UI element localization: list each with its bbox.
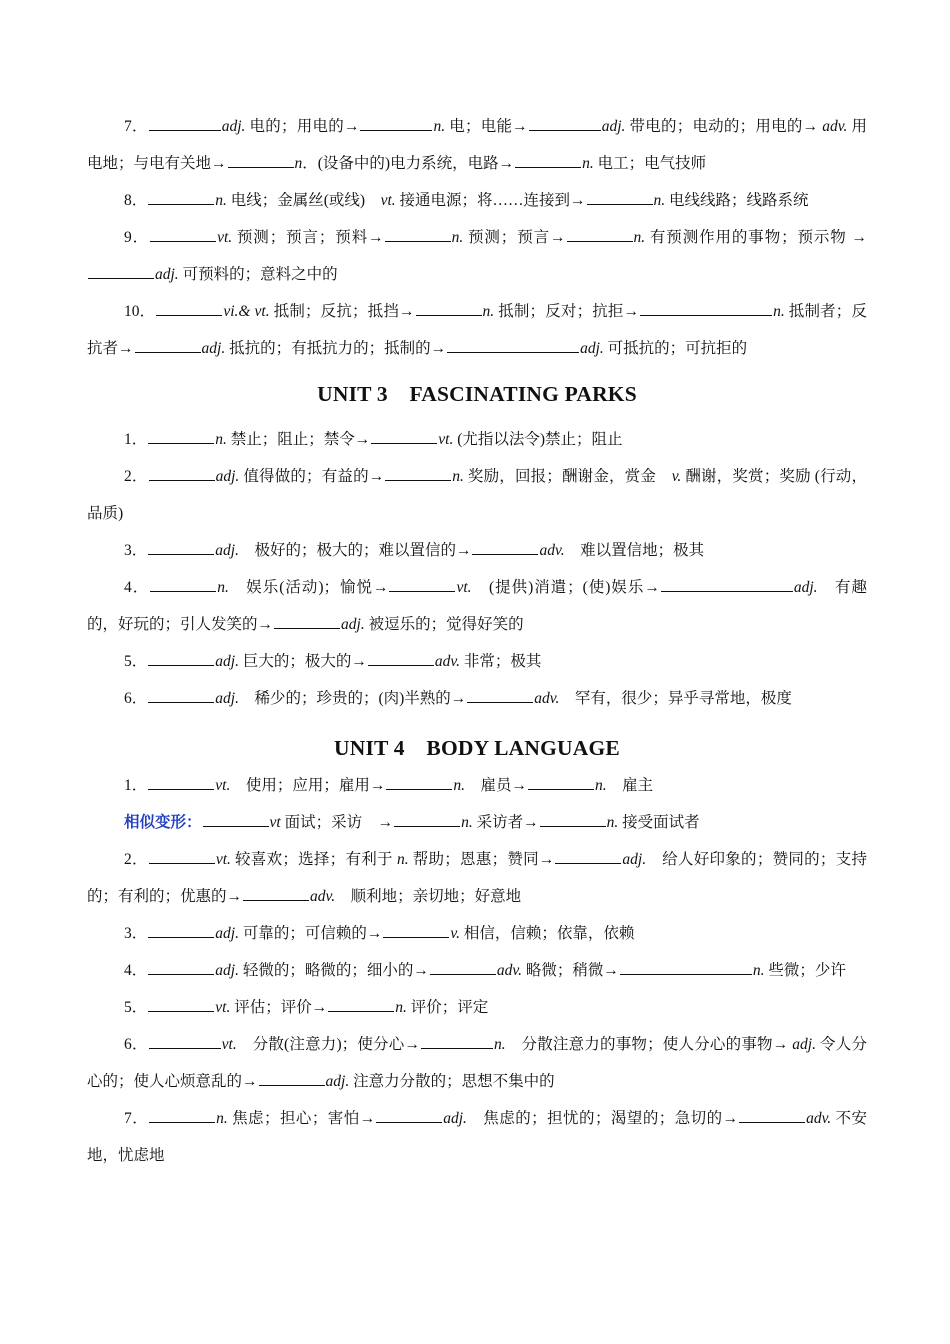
item-text: (尤指以法令)禁止；阻止 [453,431,623,448]
item-text: 可抵抗的；可抗拒的 [603,340,748,357]
part-of-speech: adj. [215,690,239,707]
answer-blank[interactable] [540,812,606,827]
answer-blank[interactable] [149,116,221,131]
part-of-speech: adj. [215,653,239,670]
answer-blank[interactable] [203,812,269,827]
answer-blank[interactable] [148,540,214,555]
part-of-speech: adj. [601,118,626,135]
part-of-speech: adj. [792,1036,816,1053]
worksheet-content [87,108,867,1174]
answer-blank[interactable] [416,301,482,316]
item-text: 1． [124,777,148,794]
item-text: 酬谢，奖赏；奖励 (行动，品质) [87,468,867,522]
item-text: 预测；预言→ [463,229,566,246]
part-of-speech: vt. [221,1036,237,1053]
part-of-speech: n. [433,118,446,135]
unit4-vocab-item-1 [87,767,867,804]
part-of-speech: n. [633,229,646,246]
answer-blank[interactable] [148,688,214,703]
answer-blank[interactable] [385,227,451,242]
answer-blank[interactable] [149,1034,221,1049]
answer-blank[interactable] [467,688,533,703]
part-of-speech: vt [269,814,281,831]
answer-blank[interactable] [360,116,432,131]
item-text: 可预料的；意料之中的 [178,266,338,283]
item-text: 使用；应用；雇用→ [230,777,386,794]
part-of-speech: n. [396,851,409,868]
part-of-speech: vt. [215,999,231,1016]
item-text: 帮助；恩惠；赞同→ [408,851,555,868]
item-text: 禁止；阻止；禁令→ [226,431,371,448]
item-text: 4． [124,579,150,596]
unit3-title: UNIT 3 FASCINATING PARKS [317,382,637,406]
item-text: 顺利地；亲切地；好意地 [335,888,522,905]
item-text: 难以置信地；极其 [564,542,705,559]
part-of-speech: n. [594,777,607,794]
item-text: 4． [124,962,148,979]
item-text: 焦虑的；担忧的；渴望的；急切的→ [466,1110,739,1127]
item-text: 略微；稍微→ [521,962,619,979]
vocab-item-u2-9 [87,219,867,293]
answer-blank[interactable] [368,651,434,666]
item-text: 电的；用电的→ [245,118,360,135]
item-text: 电工；电气技师 [593,155,707,172]
item-text: 9． [124,229,150,246]
answer-blank[interactable] [148,429,214,444]
item-text: 可靠的；可信赖的→ [238,925,383,942]
item-text: 接受面试者 [618,814,700,831]
part-of-speech: vi.& vt. [223,303,270,320]
part-of-speech: adj. [793,579,818,596]
item-text: 3． [124,925,148,942]
part-of-speech: vt. [438,431,454,448]
item-text: 抵制；反抗；抵挡→ [269,303,415,320]
item-text: 分散注意力的事物；使人分心的事物→ [505,1036,793,1053]
answer-blank[interactable] [148,997,214,1012]
answer-blank[interactable] [149,849,215,864]
part-of-speech: vt. [456,579,472,596]
item-text: 面试；采访 → [280,814,394,831]
answer-blank[interactable] [528,775,594,790]
answer-blank[interactable] [148,190,214,205]
item-text: 轻微的；略微的；细小的→ [238,962,429,979]
item-text: 雇主 [606,777,654,794]
unit3-vocab-item-1 [87,421,867,458]
answer-blank[interactable] [259,1071,325,1086]
answer-blank[interactable] [529,116,601,131]
answer-blank[interactable] [385,466,451,481]
answer-blank[interactable] [156,301,222,316]
answer-blank[interactable] [228,153,294,168]
item-text: 2． [124,468,148,485]
answer-blank[interactable] [386,775,452,790]
item-text: 稀少的；珍贵的；(肉)半熟的→ [238,690,467,707]
part-of-speech: n. [217,579,229,596]
answer-blank[interactable] [148,960,214,975]
unit4-vocab-item-2 [87,804,867,841]
item-text: 电；电能→ [445,118,528,135]
item-text: 预测；预言；预料→ [232,229,384,246]
answer-blank[interactable] [383,923,449,938]
unit4-vocab-item-7 [87,1026,867,1100]
answer-blank[interactable] [371,429,437,444]
answer-blank[interactable] [739,1108,805,1123]
item-text: 2． [124,851,148,868]
part-of-speech: adv. [822,118,848,135]
item-text: 带电的；电动的；用电的→ [625,118,823,135]
vocab-item-u2-8 [87,182,867,219]
answer-blank[interactable] [555,849,621,864]
part-of-speech: adj. [215,542,239,559]
part-of-speech: adv. [310,888,336,905]
item-text: ．(设备中的)电力系统，电路→ [302,155,515,172]
answer-blank[interactable] [243,886,309,901]
item-text: 极好的；极大的；难以置信的→ [238,542,472,559]
item-text: 7． [124,1110,149,1127]
answer-blank[interactable] [472,540,538,555]
item-text: 有趣的，好玩的；引人发笑的→ [87,579,867,633]
part-of-speech: adv. [434,653,460,670]
item-text: 抵制；反对；抗拒→ [494,303,640,320]
part-of-speech: n. [452,468,464,485]
item-text: 相信，信赖；依靠，依赖 [459,925,635,942]
answer-blank[interactable] [421,1034,493,1049]
item-text: 评价；评定 [406,999,489,1016]
item-text: 娱乐(活动)；愉悦→ [228,579,389,596]
part-of-speech: vt. [217,229,233,246]
part-of-speech: n. [653,192,666,209]
unit4-vocab-item-5 [87,952,867,989]
part-of-speech: adj. [221,118,246,135]
answer-blank[interactable] [567,227,633,242]
part-of-speech: n. [752,962,765,979]
answer-blank[interactable] [88,264,154,279]
hint-label: 相似变形： [124,814,202,831]
part-of-speech: adj. [622,851,647,868]
unit4-vocab-item-6 [87,989,867,1026]
item-text: 些微；少许 [764,962,846,979]
item-text: 焦虑；担心；害怕→ [227,1110,376,1127]
item-text: 5． [124,999,148,1016]
item-text: 被逗乐的；觉得好笑的 [364,616,524,633]
answer-blank[interactable] [430,960,496,975]
unit4-section [87,767,867,1174]
part-of-speech: vt. [215,777,231,794]
answer-blank[interactable] [640,301,772,316]
item-text: 奖励，回报；酬谢金，赏金 [463,468,672,485]
unit3-vocab-item-5 [87,643,867,680]
part-of-speech: adj. [580,340,604,357]
part-of-speech: v. [671,468,682,485]
item-text: 巨大的；极大的→ [238,653,367,670]
part-of-speech: n. [216,1110,228,1127]
item-text: 罕有，很少；异乎寻常地，极度 [559,690,792,707]
item-text: 值得做的；有益的→ [239,468,385,485]
part-of-speech: adv. [806,1110,832,1127]
part-of-speech: n. [482,303,495,320]
part-of-speech: n. [453,777,465,794]
unit3-vocab-item-2 [87,458,867,532]
item-text: 6． [124,690,148,707]
answer-blank[interactable] [135,338,201,353]
answer-blank[interactable] [149,466,215,481]
item-text: 评估；评价→ [230,999,328,1016]
part-of-speech: adj. [201,340,226,357]
answer-blank[interactable] [389,577,455,592]
item-text: 5． [124,653,148,670]
part-of-speech: n. [773,303,785,320]
answer-blank[interactable] [587,190,653,205]
part-of-speech: n [294,155,303,172]
item-text: 分散(注意力)；使分心→ [236,1036,420,1053]
item-text: 3． [124,542,148,559]
answer-blank[interactable] [515,153,581,168]
item-text: 7． [124,118,148,135]
part-of-speech: n. [461,814,473,831]
part-of-speech: n. [395,999,407,1016]
part-of-speech: adv. [534,690,560,707]
part-of-speech: n. [215,192,227,209]
answer-blank[interactable] [150,577,216,592]
part-of-speech: adj. [215,925,239,942]
part-of-speech: adv. [539,542,565,559]
unit2-tail-section [87,108,867,367]
answer-blank[interactable] [376,1108,442,1123]
item-text: 接通电源；将……连接到→ [395,192,586,209]
answer-blank[interactable] [150,227,216,242]
part-of-speech: adj. [215,962,239,979]
item-text: 采访者→ [472,814,539,831]
answer-blank[interactable] [661,577,793,592]
part-of-speech: v. [450,925,460,942]
item-text: 有预测作用的事物；预示物 → [645,229,867,246]
answer-blank[interactable] [148,651,214,666]
answer-blank[interactable] [149,1108,215,1123]
part-of-speech: adj. [443,1110,467,1127]
item-text: 雇员→ [464,777,527,794]
part-of-speech: adj. [155,266,179,283]
unit4-title: UNIT 4 BODY LANGUAGE [334,736,620,760]
part-of-speech: adj. [325,1073,350,1090]
unit3-section [87,421,867,717]
unit4-vocab-item-3 [87,841,867,915]
vocab-item-u2-7 [87,108,867,182]
item-text: 6． [124,1036,148,1053]
answer-blank[interactable] [447,338,579,353]
part-of-speech: adj. [215,468,240,485]
item-text: 抵制者；反抗者→ [87,303,867,357]
item-text: 1． [124,431,148,448]
item-text: 用电地；与电有关地→ [87,118,867,172]
part-of-speech: vt. [215,851,231,868]
item-text: 令人分心的；使人心烦意乱的→ [87,1036,867,1090]
part-of-speech: adj. [341,616,365,633]
item-text: 不安地，忧虑地 [87,1110,867,1164]
part-of-speech: n. [215,431,227,448]
item-text: 电线线路；线路系统 [665,192,809,209]
unit4-vocab-item-4 [87,915,867,952]
answer-blank[interactable] [274,614,340,629]
unit4-vocab-item-8 [87,1100,867,1174]
answer-blank[interactable] [328,997,394,1012]
part-of-speech: adv. [496,962,522,979]
answer-blank[interactable] [394,812,460,827]
answer-blank[interactable] [148,923,214,938]
part-of-speech: n. [582,155,594,172]
unit3-vocab-item-3 [87,532,867,569]
part-of-speech: n. [451,229,464,246]
part-of-speech: n. [606,814,619,831]
answer-blank[interactable] [620,960,752,975]
item-text: 抵抗的；有抵抗力的；抵制的→ [225,340,447,357]
item-text: (提供)消遣；(使)娱乐→ [471,579,660,596]
answer-blank[interactable] [148,775,214,790]
item-text: 注意力分散的；思想不集中的 [349,1073,555,1090]
item-text: 电线；金属丝(或线) [226,192,381,209]
unit3-vocab-item-4 [87,569,867,643]
unit3-vocab-item-6 [87,680,867,717]
item-text: 给人好印象的；赞同的；支持的；有利的；优惠的→ [87,851,867,905]
part-of-speech: vt. [380,192,396,209]
vocab-item-u2-10 [87,293,867,367]
part-of-speech: n. [493,1036,506,1053]
item-text: 10． [124,303,156,320]
item-text: 较喜欢；选择；有利于 [230,851,397,868]
item-text: 8． [124,192,148,209]
item-text: 非常；极其 [459,653,542,670]
